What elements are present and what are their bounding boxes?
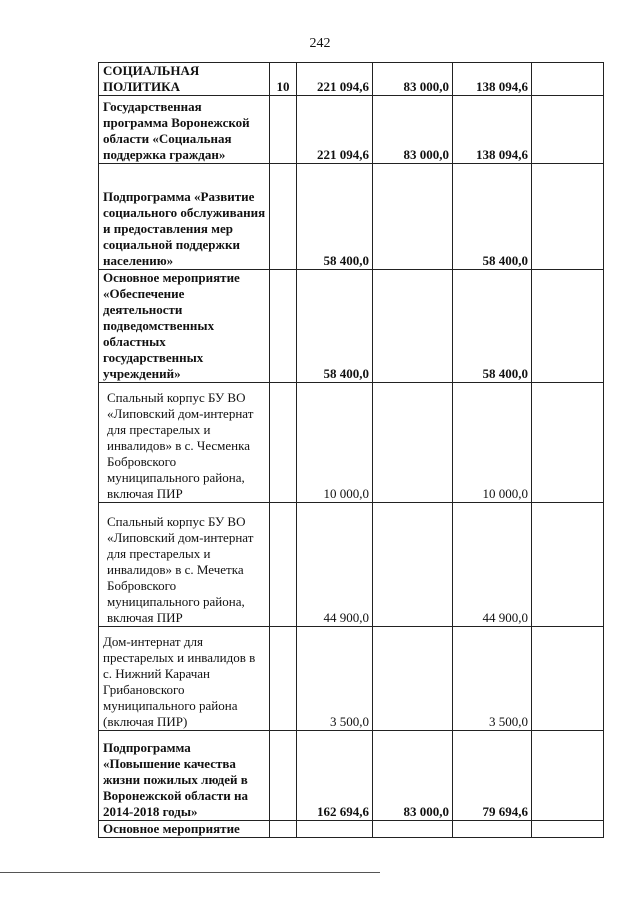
row-name-cell: Подпрограмма «Развитие социального обслуживания и предоставления мер социальной поддержки населению»	[99, 164, 270, 270]
budget-table-body	[99, 63, 604, 838]
total-amount-cell: 58 400,0	[297, 270, 373, 383]
federal-amount-cell: 83 000,0	[373, 96, 453, 164]
section-code-cell	[270, 164, 297, 270]
regional-amount-cell: 138 094,6	[453, 96, 532, 164]
other-amount-cell	[532, 96, 604, 164]
row-name-cell: Подпрограмма «Повышение качества жизни пожилых людей в Воронежской области на 2014-2018 годы»	[99, 731, 270, 821]
federal-amount-cell	[373, 503, 453, 627]
regional-amount-cell: 58 400,0	[453, 164, 532, 270]
other-amount-cell	[532, 63, 604, 96]
row-name-cell: Основное мероприятие «Обеспечение деятельности подведомственных областных государственных учреждений»	[99, 270, 270, 383]
row-name-cell: СОЦИАЛЬНАЯ ПОЛИТИКА	[99, 63, 270, 96]
table-row	[99, 164, 604, 270]
table-row	[99, 627, 604, 731]
regional-amount-cell: 79 694,6	[453, 731, 532, 821]
total-amount-cell: 44 900,0	[297, 503, 373, 627]
section-code-cell	[270, 821, 297, 838]
row-name-cell: Спальный корпус БУ ВО «Липовский дом-интернат для престарелых и инвалидов» в с. Мечетка Бобровского муниципального района, включая ПИР	[99, 503, 270, 627]
table-row	[99, 96, 604, 164]
row-name-cell: Государственная программа Воронежской области «Социальная поддержка граждан»	[99, 96, 270, 164]
federal-amount-cell	[373, 270, 453, 383]
section-code-cell	[270, 627, 297, 731]
regional-amount-cell: 3 500,0	[453, 627, 532, 731]
other-amount-cell	[532, 731, 604, 821]
other-amount-cell	[532, 164, 604, 270]
federal-amount-cell: 83 000,0	[373, 731, 453, 821]
table-row	[99, 503, 604, 627]
other-amount-cell	[532, 821, 604, 838]
section-code-cell	[270, 96, 297, 164]
table-row	[99, 63, 604, 96]
other-amount-cell	[532, 383, 604, 503]
section-code-cell: 10	[270, 63, 297, 96]
regional-amount-cell	[453, 821, 532, 838]
table-row	[99, 821, 604, 838]
table-row	[99, 731, 604, 821]
regional-amount-cell: 138 094,6	[453, 63, 532, 96]
regional-amount-cell: 10 000,0	[453, 383, 532, 503]
total-amount-cell: 3 500,0	[297, 627, 373, 731]
section-code-cell	[270, 383, 297, 503]
federal-amount-cell	[373, 821, 453, 838]
total-amount-cell	[297, 821, 373, 838]
row-name-cell: Спальный корпус БУ ВО «Липовский дом-интернат для престарелых и инвалидов» в с. Чесменка Бобровского муниципального района, включая ПИР	[99, 383, 270, 503]
regional-amount-cell: 44 900,0	[453, 503, 532, 627]
regional-amount-cell: 58 400,0	[453, 270, 532, 383]
other-amount-cell	[532, 627, 604, 731]
section-code-cell	[270, 270, 297, 383]
footer-divider	[0, 872, 380, 873]
page-number: 242	[309, 36, 331, 51]
total-amount-cell: 221 094,6	[297, 96, 373, 164]
other-amount-cell	[532, 270, 604, 383]
total-amount-cell: 221 094,6	[297, 63, 373, 96]
row-name-cell: Дом-интернат для престарелых и инвалидов в с. Нижний Карачан Грибановского муниципального района (включая ПИР)	[99, 627, 270, 731]
section-code-cell	[270, 731, 297, 821]
total-amount-cell: 10 000,0	[297, 383, 373, 503]
federal-amount-cell	[373, 164, 453, 270]
table-row	[99, 383, 604, 503]
federal-amount-cell: 83 000,0	[373, 63, 453, 96]
federal-amount-cell	[373, 383, 453, 503]
section-code-cell	[270, 503, 297, 627]
total-amount-cell: 58 400,0	[297, 164, 373, 270]
federal-amount-cell	[373, 627, 453, 731]
table-row	[99, 270, 604, 383]
total-amount-cell: 162 694,6	[297, 731, 373, 821]
budget-table	[98, 62, 604, 838]
row-name-cell: Основное мероприятие	[99, 821, 270, 838]
other-amount-cell	[532, 503, 604, 627]
